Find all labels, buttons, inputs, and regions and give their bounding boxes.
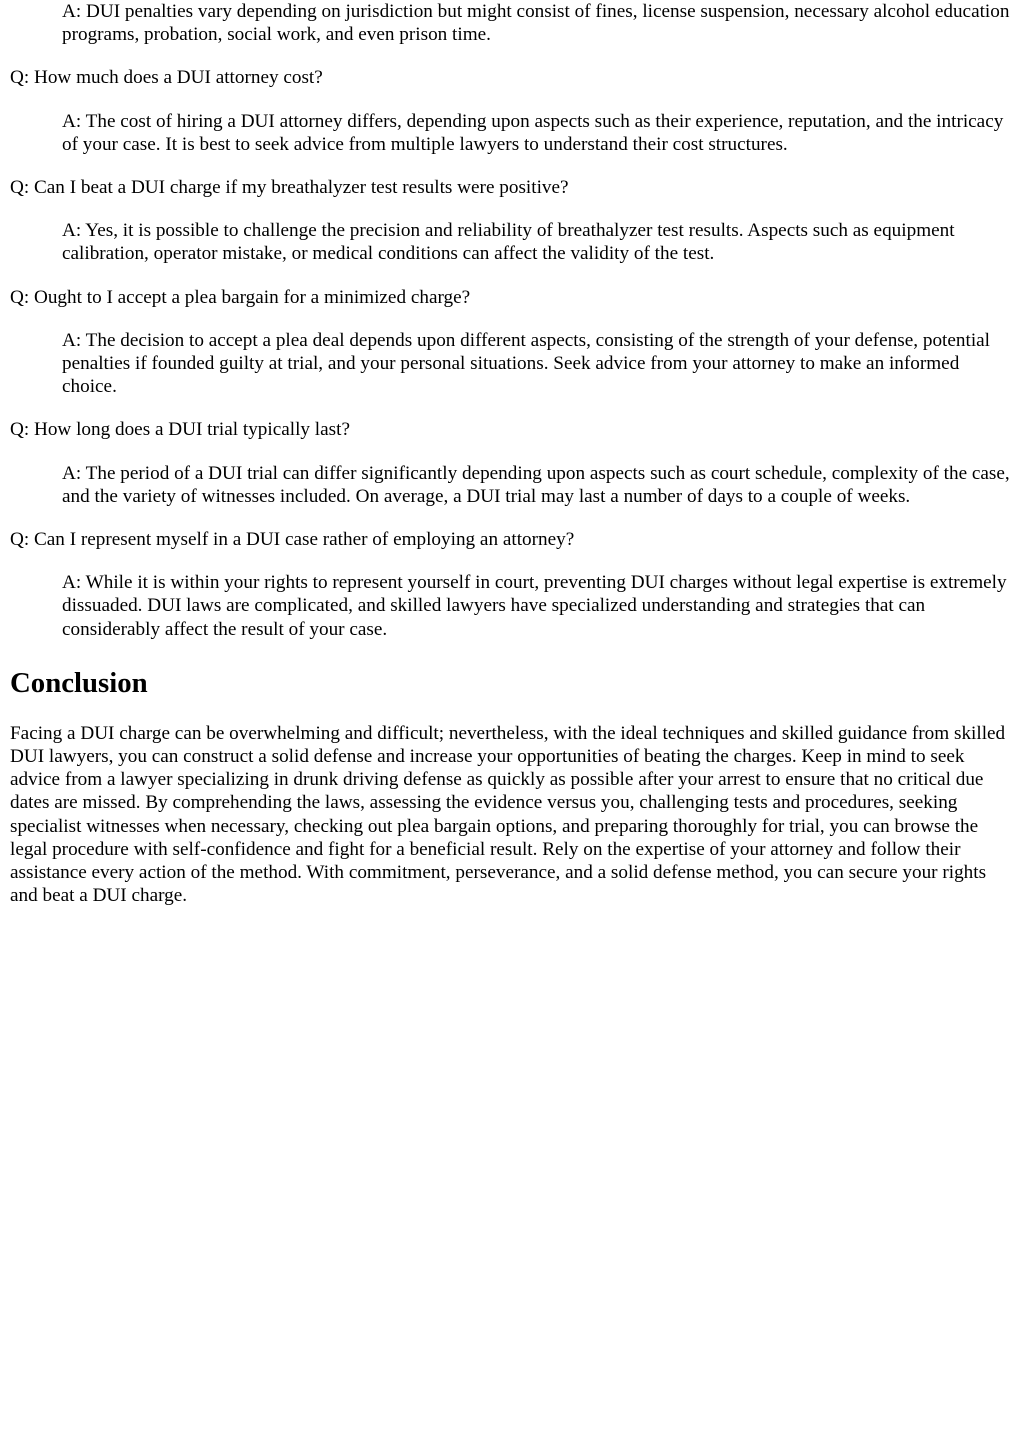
faq-answer: A: The decision to accept a plea deal depends upon different aspects, consisting of the strength of your defense, potential penalties if founded guilty at trial, and your personal situations. Seek advice from your attorney to make an informed choice. bbox=[62, 329, 990, 398]
conclusion-heading: Conclusion bbox=[10, 666, 148, 699]
faq-question: Q: How much does a DUI attorney cost? bbox=[10, 67, 323, 89]
faq-question: Q: Ought to I accept a plea bargain for a minimized charge? bbox=[10, 286, 471, 308]
faq-question: Q: Can I beat a DUI charge if my breathalyzer test results were positive? bbox=[10, 177, 569, 199]
faq-question: Q: Can I represent myself in a DUI case rather of employing an attorney? bbox=[10, 529, 575, 551]
faq-answer: A: The cost of hiring a DUI attorney differs, depending upon aspects such as their experience, reputation, and the intricacy of your case. It is best to seek advice from multiple lawyers to understand their cost structures. bbox=[62, 110, 1004, 155]
conclusion-paragraph: Facing a DUI charge can be overwhelming and difficult; nevertheless, with the ideal techniques and skilled guidance from skilled DUI lawyers, you can construct a solid defense and increase your opportunities of beating the charges. Keep in mind to seek advice from a lawyer specializing in drunk driving defense as quickly as possible after your arrest to ensure that no critical due dates are missed. By comprehending the laws, assessing the evidence versus you, challenging tests and procedures, seeking specialist witnesses when necessary, checking out plea bargain options, and preparing thoroughly for trial, you can browse the legal procedure with self-confidence and fight for a beneficial result. Rely on the expertise of your attorney and follow their assistance every action of the method. With commitment, perseverance, and a solid defense method, you can secure your rights and beat a DUI charge. bbox=[10, 722, 1006, 907]
faq-answer: A: While it is within your rights to represent yourself in court, preventing DUI charges without legal expertise is extremely dissuaded. DUI laws are complicated, and skilled lawyers have specialized understanding and strategies that can considerably affect the result of your case. bbox=[62, 572, 1007, 640]
faq-question: Q: How long does a DUI trial typically last? bbox=[10, 419, 350, 441]
faq-answer: A: DUI penalties vary depending on jurisdiction but might consist of fines, license suspension, necessary alcohol education programs, probation, social work, and even prison time. bbox=[62, 1, 1010, 46]
conclusion-section bbox=[10, 667, 1014, 908]
faq-section bbox=[10, 0, 1014, 641]
faq-answer: A: Yes, it is possible to challenge the precision and reliability of breathalyzer test results. Aspects such as equipment calibration, operator mistake, or medical conditions can affect the validity of the test. bbox=[62, 220, 955, 265]
faq-answer: A: The period of a DUI trial can differ significantly depending upon aspects such as court schedule, complexity of the case, and the variety of witnesses included. On average, a DUI trial may last a number of days to a couple of weeks. bbox=[62, 462, 1010, 507]
